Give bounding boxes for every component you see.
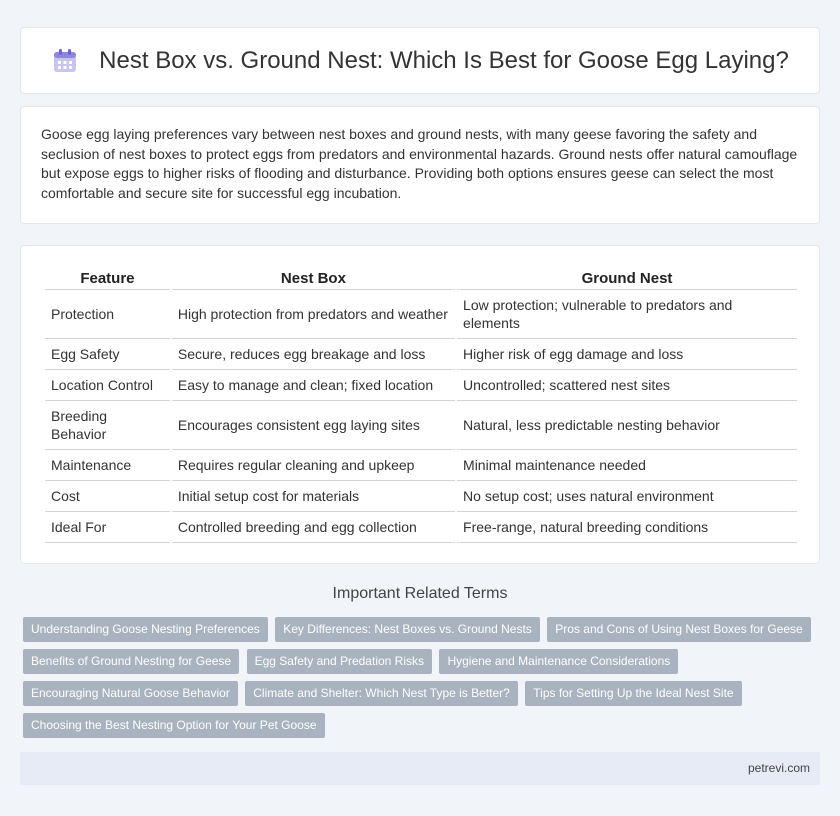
related-tag[interactable]: Choosing the Best Nesting Option for Your Pet Goose — [23, 713, 325, 738]
table-header-row — [45, 266, 797, 290]
related-tag[interactable]: Benefits of Ground Nesting for Geese — [23, 649, 239, 674]
table-cell: Initial setup cost for materials — [172, 481, 455, 512]
calendar-icon — [51, 47, 79, 75]
related-terms-title: Important Related Terms — [332, 585, 508, 602]
table-cell: Requires regular cleaning and upkeep — [172, 450, 455, 481]
table-row — [45, 481, 797, 512]
comparison-table — [43, 266, 799, 543]
table-row — [45, 401, 797, 450]
related-tag[interactable]: Understanding Goose Nesting Preferences — [23, 617, 268, 642]
table-cell: Minimal maintenance needed — [457, 450, 797, 481]
related-tag[interactable]: Pros and Cons of Using Nest Boxes for Geese — [547, 617, 810, 642]
table-cell: Controlled breeding and egg collection — [172, 512, 455, 543]
table-cell: Cost — [45, 481, 170, 512]
table-cell: Egg Safety — [45, 339, 170, 370]
intro-paragraph: Goose egg laying preferences vary between nest boxes and ground nests, with many geese favoring the safety and seclusion of nest boxes to protect eggs from predators and environmental hazards. Ground nests offer natural camouflage but expose eggs to higher risks of flooding and disturbance. Providing both options ensures geese can select the most comfortable and secure site for successful egg incubation. — [41, 126, 798, 201]
intro-card — [20, 106, 820, 224]
table-row — [45, 339, 797, 370]
table-cell: Breeding Behavior — [45, 401, 170, 450]
related-tag[interactable]: Egg Safety and Predation Risks — [247, 649, 432, 674]
table-cell: No setup cost; uses natural environment — [457, 481, 797, 512]
table-cell: Natural, less predictable nesting behavior — [457, 401, 797, 450]
header-feature: Feature — [45, 266, 170, 290]
table-cell: Uncontrolled; scattered nest sites — [457, 370, 797, 401]
table-cell: Ideal For — [45, 512, 170, 543]
table-cell: Protection — [45, 290, 170, 339]
table-cell: Location Control — [45, 370, 170, 401]
footer — [20, 752, 820, 785]
related-tag[interactable]: Tips for Setting Up the Ideal Nest Site — [525, 681, 741, 706]
table-cell: Higher risk of egg damage and loss — [457, 339, 797, 370]
table-cell: Secure, reduces egg breakage and loss — [172, 339, 455, 370]
table-cell: Encourages consistent egg laying sites — [172, 401, 455, 450]
page-title-text: Nest Box vs. Ground Nest: Which Is Best for Goose Egg Laying? — [99, 46, 789, 74]
header-nest-box: Nest Box — [172, 266, 455, 290]
table-row — [45, 290, 797, 339]
table-cell: Low protection; vulnerable to predators and elements — [457, 290, 797, 339]
table-cell: Easy to manage and clean; fixed location — [172, 370, 455, 401]
page-title — [51, 47, 789, 75]
title-card — [20, 27, 820, 94]
footer-site-link[interactable]: petrevi.com — [747, 761, 810, 775]
table-row — [45, 370, 797, 401]
related-tag[interactable]: Key Differences: Nest Boxes vs. Ground Nests — [275, 617, 540, 642]
table-cell: Maintenance — [45, 450, 170, 481]
comparison-table-card — [20, 245, 820, 564]
table-row — [45, 512, 797, 543]
related-tag[interactable]: Encouraging Natural Goose Behavior — [23, 681, 238, 706]
table-cell: High protection from predators and weather — [172, 290, 455, 339]
related-tag[interactable]: Hygiene and Maintenance Considerations — [439, 649, 678, 674]
header-ground-nest: Ground Nest — [457, 266, 797, 290]
table-cell: Free-range, natural breeding conditions — [457, 512, 797, 543]
related-tag[interactable]: Climate and Shelter: Which Nest Type is Better? — [245, 681, 518, 706]
related-terms-tags — [23, 617, 823, 745]
table-row — [45, 450, 797, 481]
